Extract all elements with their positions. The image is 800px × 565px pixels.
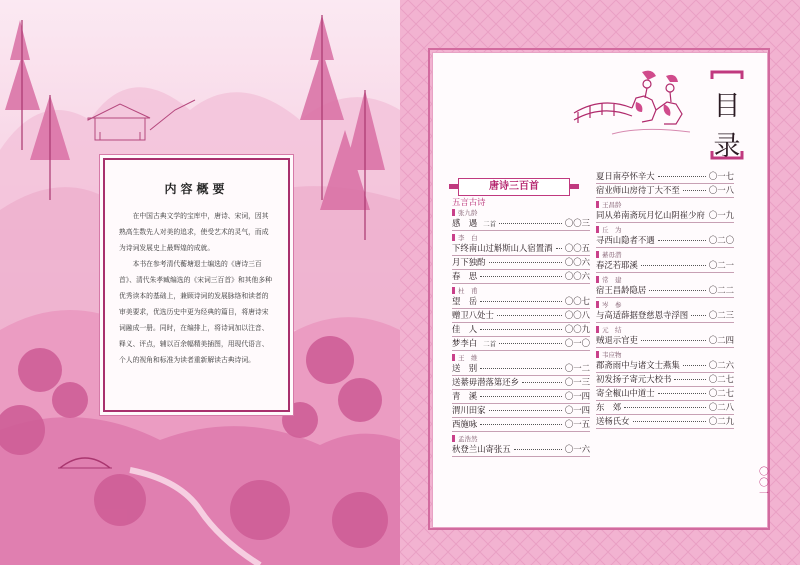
toc-entry[interactable] bbox=[452, 242, 590, 256]
toc-author bbox=[596, 300, 622, 309]
toc-author-name: 丘 为 bbox=[602, 226, 622, 234]
toc-entry-page: 〇〇八 bbox=[564, 310, 590, 320]
toc-entry[interactable] bbox=[452, 404, 590, 418]
collection-banner: 唐诗三百首 bbox=[458, 178, 570, 196]
author-marker-icon bbox=[452, 354, 455, 361]
toc-column-left bbox=[452, 206, 590, 506]
intro-paragraph: 在中国古典文学的宝库中，唐诗、宋词，因其熟高生数先人对美的追求，使受艺术的灵气，而成为诗词发展史上最辉煌的成就。 bbox=[119, 212, 269, 252]
toc-entry-title bbox=[452, 270, 477, 282]
page-number-char: 〇 bbox=[759, 467, 769, 478]
toc-divider bbox=[596, 322, 734, 323]
toc-entry-title-text: 初发扬子寄元大校书 bbox=[596, 374, 672, 384]
intro-paragraph: 本书在参考清代蘅塘退士编选的《唐诗三百首》、清代朱孝臧编选的《宋词三百首》和其他多种优秀读本的基础上，兼顾诗词的发展脉络和读者的审美要求，优选历史中更为经典的篇目，将唐诗宋词融成一册。同时，在编排上，将诗词加以注音、释义、评点，辅以百余幅精美插图，用现代语言、个人的视角和标准为读者重新解读古典诗词。 bbox=[119, 260, 272, 364]
toc-entry-title-text: 郡斋雨中与诸文士燕集 bbox=[596, 360, 680, 370]
toc-entry-page: 〇二八 bbox=[708, 402, 734, 412]
toc-author bbox=[452, 286, 478, 295]
toc-entry[interactable] bbox=[596, 309, 734, 323]
toc-entry[interactable] bbox=[452, 270, 590, 284]
toc-entry-title-text: 与高适薛据登慈恩寺浮图 bbox=[596, 310, 689, 320]
toc-entry-page: 〇〇三 bbox=[564, 218, 590, 228]
toc-entry-title-text: 梦李白 bbox=[452, 338, 478, 348]
toc-entry-page: 〇二九 bbox=[708, 416, 734, 426]
toc-entry-title-text: 送杨氏女 bbox=[596, 416, 630, 426]
author-marker-icon bbox=[452, 234, 455, 241]
toc-entry[interactable] bbox=[452, 309, 590, 323]
toc-entry-title bbox=[452, 390, 477, 402]
toc-entry-leader bbox=[658, 176, 706, 177]
toc-entry[interactable] bbox=[452, 390, 590, 404]
toc-entry[interactable] bbox=[596, 373, 734, 387]
toc-entry-page: 〇一四 bbox=[564, 391, 590, 401]
toc-entry-title bbox=[596, 334, 638, 346]
toc-entry-leader bbox=[480, 276, 562, 277]
toc-author-name: 綦毋潜 bbox=[602, 251, 622, 259]
toc-entry-page: 〇一七 bbox=[708, 171, 734, 181]
toc-entry-leader bbox=[674, 379, 706, 380]
toc-author-name: 孟浩然 bbox=[458, 435, 478, 443]
toc-entry[interactable] bbox=[596, 184, 734, 198]
toc-entry-title bbox=[452, 337, 496, 349]
toc-entry-title bbox=[452, 376, 519, 388]
toc-heading-char: 录 bbox=[713, 131, 741, 162]
toc-entry-title-text: 月下独酌 bbox=[452, 257, 486, 267]
toc-entry-title bbox=[452, 443, 511, 455]
toc-entry-title-text: 寄全椒山中道士 bbox=[596, 388, 655, 398]
toc-entry-leader bbox=[641, 340, 706, 341]
toc-entry-leader bbox=[641, 265, 706, 266]
toc-entry-page: 〇二二 bbox=[708, 285, 734, 295]
toc-entry-title-text: 寻西山隐者不遇 bbox=[596, 235, 655, 245]
toc-entry-leader bbox=[489, 410, 562, 411]
toc-entry-title bbox=[596, 170, 655, 182]
toc-entry-page: 〇〇九 bbox=[564, 324, 590, 334]
intro-box bbox=[103, 158, 290, 412]
toc-entry-title bbox=[452, 256, 486, 268]
toc-entry[interactable] bbox=[596, 415, 734, 429]
toc-divider bbox=[596, 197, 734, 198]
toc-entry-title-text: 渭川田家 bbox=[452, 405, 486, 415]
toc-entry-leader bbox=[556, 248, 562, 249]
toc-entry[interactable] bbox=[596, 359, 734, 373]
toc-entry-page: 〇一四 bbox=[564, 405, 590, 415]
toc-author bbox=[596, 325, 622, 334]
toc-entry[interactable] bbox=[596, 259, 734, 273]
toc-divider bbox=[452, 283, 590, 284]
toc-entry[interactable] bbox=[452, 217, 590, 231]
toc-entry-leader bbox=[691, 315, 706, 316]
section-title: 五言古诗 bbox=[452, 197, 486, 207]
toc-entry[interactable] bbox=[452, 337, 590, 351]
toc-entry-title bbox=[452, 323, 477, 335]
toc-entry-title bbox=[596, 284, 646, 296]
toc-divider bbox=[596, 222, 734, 223]
toc-entry-title bbox=[596, 401, 621, 413]
toc-entry[interactable] bbox=[596, 334, 734, 348]
toc-author bbox=[596, 350, 622, 359]
toc-entry[interactable] bbox=[452, 418, 590, 432]
toc-author bbox=[452, 233, 478, 242]
toc-entry-page: 〇〇五 bbox=[564, 243, 590, 253]
toc-entry-title-text: 感 遇 bbox=[452, 218, 478, 228]
toc-author-name: 王昌龄 bbox=[602, 201, 622, 209]
toc-entry-leader bbox=[514, 449, 562, 450]
toc-entry-page: 〇一九 bbox=[708, 210, 734, 220]
toc-author bbox=[452, 434, 478, 443]
toc-author bbox=[452, 353, 478, 362]
toc-entry-title-text: 贼退示官吏 bbox=[596, 335, 638, 345]
toc-divider bbox=[452, 350, 590, 351]
toc-entry-title-text: 秋登兰山寄张五 bbox=[452, 444, 511, 454]
toc-entry-page: 〇一〇 bbox=[564, 338, 590, 348]
toc-column-right bbox=[596, 170, 734, 510]
toc-author-name: 韦应物 bbox=[602, 351, 622, 359]
toc-author bbox=[596, 225, 622, 234]
toc-entry[interactable] bbox=[596, 170, 734, 184]
toc-entry[interactable] bbox=[596, 284, 734, 298]
toc-entry-leader bbox=[489, 262, 562, 263]
toc-entry-title-text: 宿业师山房待丁大不至 bbox=[596, 185, 680, 195]
toc-entry-leader bbox=[658, 393, 706, 394]
toc-author-name: 王 维 bbox=[458, 354, 478, 362]
toc-entry-leader bbox=[499, 223, 562, 224]
toc-author bbox=[596, 200, 622, 209]
toc-entry-title-text: 青 溪 bbox=[452, 391, 478, 401]
toc-entry[interactable] bbox=[452, 362, 590, 376]
author-marker-icon bbox=[596, 276, 599, 283]
toc-entry-note: 二首 bbox=[483, 340, 497, 348]
toc-entry-title-text: 东 郊 bbox=[596, 402, 622, 412]
toc-entry-title bbox=[452, 362, 477, 374]
intro-title: 内容概要 bbox=[164, 182, 229, 196]
toc-entry-page: 〇二三 bbox=[708, 310, 734, 320]
toc-entry-leader bbox=[658, 240, 706, 241]
toc-entry-page: 〇一六 bbox=[564, 444, 590, 454]
author-marker-icon bbox=[596, 326, 599, 333]
toc-entry-page: 〇二〇 bbox=[708, 235, 734, 245]
toc-entry-title-text: 望 岳 bbox=[452, 296, 478, 306]
toc-divider bbox=[596, 428, 734, 429]
toc-divider bbox=[452, 431, 590, 432]
toc-entry-title-text: 下终南山过斛斯山人宿置酒 bbox=[452, 243, 553, 253]
riders-illustration bbox=[572, 68, 692, 138]
toc-entry-title bbox=[596, 209, 705, 221]
toc-divider bbox=[452, 230, 590, 231]
toc-entry-leader bbox=[480, 329, 562, 330]
page-number-char: 〇 bbox=[759, 478, 769, 489]
toc-author-name: 杜 甫 bbox=[458, 287, 478, 295]
toc-heading-char: 目 bbox=[713, 91, 741, 122]
toc-entry-title-text: 夏日南亭怀辛大 bbox=[596, 171, 655, 181]
toc-author-name: 李 白 bbox=[458, 234, 478, 242]
toc-entry-title bbox=[596, 259, 638, 271]
toc-entry-title bbox=[452, 404, 486, 416]
toc-author bbox=[596, 250, 622, 259]
toc-entry-leader bbox=[480, 368, 562, 369]
toc-entry-title bbox=[452, 418, 477, 430]
author-marker-icon bbox=[596, 351, 599, 358]
toc-entry-title-text: 送綦毋潜落第还乡 bbox=[452, 377, 519, 387]
toc-entry[interactable] bbox=[452, 376, 590, 390]
toc-divider bbox=[452, 456, 590, 457]
toc-entry[interactable] bbox=[596, 387, 734, 401]
bracket-bottom-icon bbox=[710, 150, 744, 160]
author-marker-icon bbox=[452, 287, 455, 294]
toc-author bbox=[452, 208, 478, 217]
toc-entry-leader bbox=[683, 190, 706, 191]
toc-divider bbox=[596, 247, 734, 248]
toc-entry-title-text: 春泛若耶溪 bbox=[596, 260, 638, 270]
toc-author-name: 岑 参 bbox=[602, 301, 622, 309]
toc-entry-title bbox=[596, 184, 680, 196]
toc-entry-leader bbox=[649, 290, 706, 291]
toc-entry-page: 〇一二 bbox=[564, 363, 590, 373]
author-marker-icon bbox=[596, 226, 599, 233]
toc-entry-title bbox=[596, 415, 630, 427]
toc-entry-note: 二首 bbox=[483, 220, 497, 228]
toc-entry-page: 〇二六 bbox=[708, 360, 734, 370]
toc-entry-title bbox=[596, 234, 655, 246]
toc-entry-page: 〇二七 bbox=[708, 388, 734, 398]
toc-entry-title bbox=[596, 309, 688, 321]
toc-entry-title-text: 赠卫八处士 bbox=[452, 310, 494, 320]
toc-entry-title bbox=[452, 242, 553, 254]
toc-entry-title-text: 宿王昌龄隐居 bbox=[596, 285, 647, 295]
page-number-char: 一 bbox=[759, 489, 769, 500]
toc-entry-page: 〇二四 bbox=[708, 335, 734, 345]
toc-entry-leader bbox=[522, 382, 562, 383]
toc-author-name: 张九龄 bbox=[458, 209, 478, 217]
toc-entry-leader bbox=[497, 315, 562, 316]
toc-entry-title-text: 佳 人 bbox=[452, 324, 478, 334]
author-marker-icon bbox=[596, 251, 599, 258]
toc-entry[interactable] bbox=[452, 323, 590, 337]
author-marker-icon bbox=[596, 201, 599, 208]
toc-entry-title bbox=[596, 387, 655, 399]
toc-entry-page: 〇〇七 bbox=[564, 296, 590, 306]
toc-author-name: 元 结 bbox=[602, 326, 622, 334]
toc-entry-title bbox=[452, 217, 496, 229]
toc-divider bbox=[596, 347, 734, 348]
toc-entry-page: 〇一三 bbox=[564, 377, 590, 387]
toc-entry-leader bbox=[480, 396, 562, 397]
toc-entry-title-text: 春 思 bbox=[452, 271, 478, 281]
toc-entry-title-text: 同从弟南斋玩月忆山阴崔少府 bbox=[596, 210, 705, 220]
toc-entry-title bbox=[452, 309, 494, 321]
toc-entry-page: 〇一八 bbox=[708, 185, 734, 195]
toc-entry[interactable] bbox=[452, 256, 590, 270]
toc-entry[interactable] bbox=[596, 234, 734, 248]
toc-entry[interactable] bbox=[452, 443, 590, 457]
toc-entry[interactable] bbox=[596, 401, 734, 415]
toc-entry-leader bbox=[480, 301, 562, 302]
toc-entry-title-text: 西施咏 bbox=[452, 419, 478, 429]
toc-entry-page: 〇〇六 bbox=[564, 257, 590, 267]
toc-entry-page: 〇一五 bbox=[564, 419, 590, 429]
toc-entry[interactable] bbox=[596, 209, 734, 223]
author-marker-icon bbox=[596, 301, 599, 308]
author-marker-icon bbox=[452, 435, 455, 442]
toc-entry-leader bbox=[480, 424, 562, 425]
toc-entry-title bbox=[452, 295, 477, 307]
toc-entry-title bbox=[596, 359, 680, 371]
toc-entry-leader bbox=[624, 407, 706, 408]
toc-entry-title-text: 送 别 bbox=[452, 363, 478, 373]
page-number bbox=[757, 467, 771, 500]
toc-entry-leader bbox=[633, 421, 706, 422]
intro-body bbox=[119, 208, 275, 368]
toc-author-name: 常 建 bbox=[602, 276, 622, 284]
toc-entry-page: 〇〇六 bbox=[564, 271, 590, 281]
toc-author bbox=[596, 275, 622, 284]
toc-entry[interactable] bbox=[452, 295, 590, 309]
toc-entry-title bbox=[596, 373, 671, 385]
toc-divider bbox=[596, 297, 734, 298]
toc-entry-page: 〇二一 bbox=[708, 260, 734, 270]
bracket-top-icon bbox=[710, 70, 744, 80]
toc-entry-leader bbox=[683, 365, 706, 366]
toc-entry-page: 〇二七 bbox=[708, 374, 734, 384]
toc-entry-leader bbox=[499, 343, 562, 344]
author-marker-icon bbox=[452, 209, 455, 216]
toc-divider bbox=[596, 272, 734, 273]
